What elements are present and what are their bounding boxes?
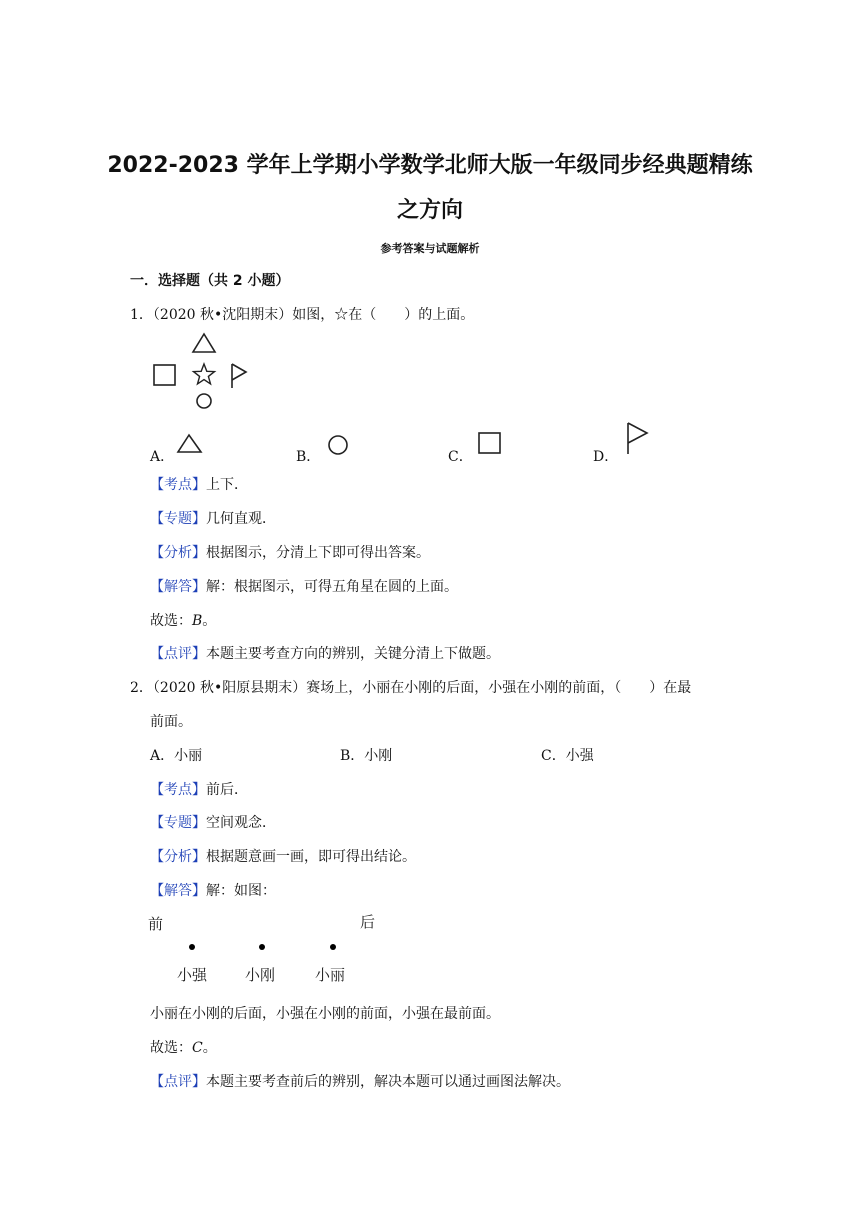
star-icon xyxy=(194,364,215,384)
zhuanti-tag: 【专题】 xyxy=(150,815,206,831)
q2-zhuanti: 空间观念． xyxy=(206,815,276,831)
fenxi-tag: 【分析】 xyxy=(150,545,206,561)
q2-fenxi: 根据题意画一画，即可得出结论。 xyxy=(206,849,416,865)
kaodian-tag: 【考点】 xyxy=(150,477,206,493)
q2-fenxi-row xyxy=(150,846,416,866)
answer-letter: B xyxy=(192,613,203,629)
square-icon xyxy=(154,365,175,385)
jieda-tag: 【解答】 xyxy=(150,883,206,899)
section-heading: 一．选择题（共 2 小题） xyxy=(130,273,290,289)
answer-prefix: 故选： xyxy=(150,613,192,629)
q2-jieda-row xyxy=(150,880,276,900)
position-dot xyxy=(259,944,265,950)
q1-option-d: D． xyxy=(593,449,619,465)
flag-icon xyxy=(232,364,246,388)
position-dot xyxy=(189,944,195,950)
doc-subtitle: 参考答案与试题解析 xyxy=(380,242,480,255)
circle-icon xyxy=(324,432,352,458)
q1-option-c: C． xyxy=(448,449,473,465)
q2-kaodian: 前后． xyxy=(206,782,248,798)
q2-option-b: B．小刚 xyxy=(340,748,393,764)
q2-dianping: 本题主要考查前后的辨别，解决本题可以通过画图法解决。 xyxy=(206,1074,570,1090)
triangle-icon xyxy=(175,432,205,456)
answer-suffix: 。 xyxy=(202,613,217,629)
q1-kaodian: 上下． xyxy=(206,477,248,493)
dianping-tag: 【点评】 xyxy=(150,646,206,662)
q1-dianping-row xyxy=(150,643,500,663)
name-label: 小刚 xyxy=(245,966,276,984)
fenxi-tag: 【分析】 xyxy=(150,849,206,865)
q1-jieda-row xyxy=(150,576,458,596)
q1-stem: 1．（2020 秋•沈阳期末）如图，☆在（ ）的上面。 xyxy=(130,307,475,323)
q1-dianping: 本题主要考查方向的辨别，关键分清上下做题。 xyxy=(206,646,500,662)
q2-zhuanti-row xyxy=(150,812,276,832)
q1-jieda: 解：根据图示，可得五角星在圆的上面。 xyxy=(206,579,458,595)
dianping-tag: 【点评】 xyxy=(150,1074,206,1090)
q2-option-c: C．小强 xyxy=(541,748,594,764)
q1-zhuanti: 几何直观． xyxy=(206,511,276,527)
name-label: 小丽 xyxy=(315,966,346,984)
name-label: 小强 xyxy=(177,966,208,984)
q1-figure xyxy=(148,330,258,412)
answer-suffix: 。 xyxy=(202,1040,217,1056)
q2-stem-line1: 2．（2020 秋•阳原县期末）赛场上，小丽在小刚的后面，小强在小刚的前面，（ ）在最 xyxy=(130,680,692,696)
flag-icon xyxy=(622,420,652,458)
q2-conclusion: 小丽在小刚的后面，小强在小刚的前面，小强在最前面。 xyxy=(150,1006,500,1022)
jieda-tag: 【解答】 xyxy=(150,579,206,595)
zhuanti-tag: 【专题】 xyxy=(150,511,206,527)
q1-fenxi: 根据图示，分清上下即可得出答案。 xyxy=(206,545,430,561)
q2-option-a: A．小丽 xyxy=(150,748,203,764)
q2-stem-line2: 前面。 xyxy=(150,714,192,730)
front-label: 前 xyxy=(148,915,164,933)
q1-answer xyxy=(150,610,216,630)
q1-option-b: B． xyxy=(296,449,321,465)
answer-prefix: 故选： xyxy=(150,1040,192,1056)
q2-dianping-row xyxy=(150,1071,570,1091)
answer-letter: C xyxy=(192,1040,203,1056)
q1-zhuanti-row xyxy=(150,508,276,528)
q2-figure xyxy=(140,905,390,990)
q1-option-a: A． xyxy=(150,449,175,465)
q2-kaodian-row xyxy=(150,779,248,799)
doc-title-line1: 2022-2023 学年上学期小学数学北师大版一年级同步经典题精练 xyxy=(107,153,753,178)
square-icon xyxy=(476,430,504,456)
position-dot xyxy=(330,944,336,950)
q2-jieda: 解：如图： xyxy=(206,883,276,899)
q2-answer xyxy=(150,1037,217,1057)
kaodian-tag: 【考点】 xyxy=(150,782,206,798)
q1-fenxi-row xyxy=(150,542,430,562)
q1-kaodian-row xyxy=(150,474,248,494)
doc-title-line2: 之方向 xyxy=(396,198,463,223)
back-label: 后 xyxy=(360,913,376,931)
circle-icon xyxy=(197,394,211,408)
triangle-icon xyxy=(193,334,215,352)
